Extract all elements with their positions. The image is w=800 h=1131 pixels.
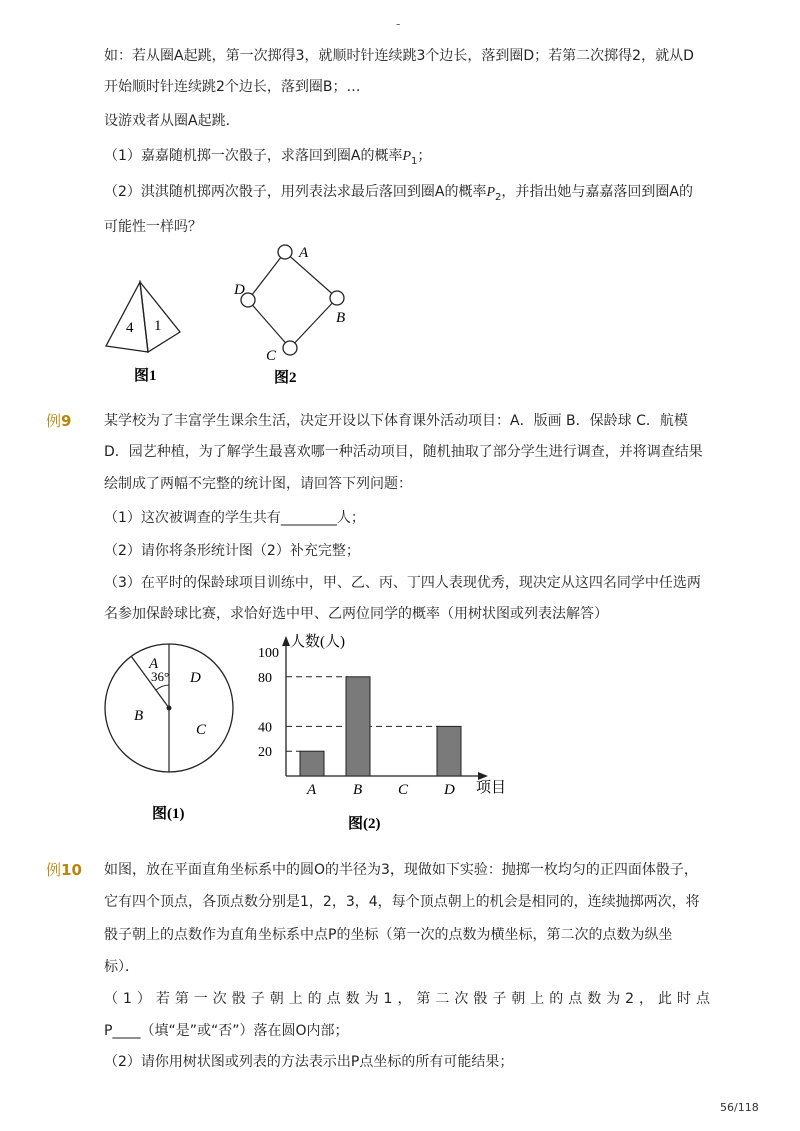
pie-label-D: D [190,670,201,686]
intro-question-2 [104,182,693,208]
q1-sub: 1 [411,155,418,167]
bar-chart [250,630,520,840]
figure-1-caption: 图1 [134,368,157,384]
ex9-question-3-line-2: 名参加保龄球比赛，求恰好选中甲、乙两位同学的概率（用树状图或列表法解答） [104,606,608,622]
label-D: D [234,282,245,298]
edge-BC [290,298,337,348]
circle-C [283,341,297,355]
ex9-line-2: D．园艺种植，为了解学生最喜欢哪一种活动项目，随机抽取了部分学生进行调查，并将调查结果 [104,444,703,460]
intro-question-2-line-2: 可能性一样吗？ [104,219,202,235]
y-axis-arrow [282,636,290,646]
intro-line-2: 开始顺时针连续跳2个边长，落到圈B；… [104,79,361,95]
ex10-question-2: （2）请你用树状图或列表的方法表示出P点坐标的所有可能结果； [104,1054,514,1070]
q1-end: ； [417,148,432,164]
intro-line-3: 设游戏者从圈A起跳． [104,113,240,129]
circle-B [330,291,344,305]
pie-caption: 图(1) [152,806,185,822]
angle-arc [156,685,169,690]
category-label-C: C [398,782,409,798]
example-label-text: 例 [46,861,62,879]
pie-angle-label: 36° [151,669,170,684]
circle-A [278,245,292,259]
q1-text: （1）嘉嘉随机掷一次骰子，求落回到圈A的概率 [104,148,403,164]
x-axis-label: 项目 [476,780,507,796]
ex9-question-3-line-1: （3）在平时的保龄球项目训练中，甲、乙、丙、丁四人表现优秀，现决定从这四名同学中任选两 [104,575,701,591]
edge-AD [248,252,285,300]
ex10-line-2: 它有四个顶点，各顶点数分别是1，2，3，4，每个顶点朝上的机会是相同的，连续抛掷两次，将 [104,894,700,910]
ex10-question-1-line-2: P____（填“是”或“否”）落在圆O内部； [104,1023,349,1039]
q2-var: P [486,185,496,200]
edge-AB [285,252,337,298]
tetrahedron-figure [96,276,196,391]
pie-center [167,706,172,711]
ex10-question-1-line-1: （1）若第一次骰子朝上的点数为1，第二次骰子朝上的点数为2，此时点 [104,991,710,1007]
label-C: C [266,348,277,364]
bar-B [346,677,370,776]
pie-label-B: B [134,708,144,724]
category-labels [306,782,455,798]
ex10-line-1: 如图，放在平面直角坐标系中的圆O的半径为3，现做如下实验：抛掷一枚均匀的正四面体骰子， [104,862,698,878]
rhombus-figure [222,236,362,394]
tetra-left-label: 4 [126,320,134,336]
y-tick-label: 100 [258,646,279,661]
label-A: A [299,245,309,261]
category-label-B: B [353,782,363,798]
example-9-label [46,410,71,431]
page-number: 56/118 [720,1101,759,1114]
pie-figure [98,636,248,826]
pie-label-A: A [149,656,159,672]
figure-2-caption: 图2 [274,370,297,386]
y-tick-label: 40 [258,720,272,736]
top-mark: - [396,17,401,31]
q2-sub: 2 [495,191,502,203]
bar-A [300,751,324,776]
example-number: 10 [61,861,82,879]
bar-D [437,726,461,776]
ex10-line-3: 骰子朝上的点数作为直角坐标系中点P的坐标（第一次的点数为横坐标，第二次的点数为纵坐 [104,927,673,943]
pie-label-C: C [196,722,207,738]
example-10-label [46,859,82,880]
label-B: B [336,310,346,326]
ex9-question-1: （1）这次被调查的学生共有________人； [104,510,365,526]
category-label-D: D [444,782,455,798]
edge-DC [248,300,290,348]
y-tick-label: 20 [258,745,272,761]
q2-text: （2）淇淇随机掷两次骰子，用列表法求最后落回到圈A的概率 [104,184,487,200]
q2-end: ，并指出她与嘉嘉落回到圈A的 [501,184,693,200]
tetra-right-label: 1 [154,318,162,334]
example-label-text: 例 [46,412,62,430]
q1-var: P [402,149,412,164]
tetra-right-face [140,282,180,352]
intro-line-1: 如：若从圈A起跳，第一次掷得3，就顺时针连续跳3个边长，落到圈D；若第二次掷得2，就从D [104,48,694,64]
bar-caption: 图(2) [348,816,381,832]
y-axis-label: 人数(人) [290,634,345,650]
example-number: 9 [61,412,72,430]
x-axis-arrow [478,772,488,780]
ex9-line-1: 某学校为了丰富学生课余生活，决定开设以下体育课外活动项目：A．版画 B．保龄球 C．航模 [104,413,688,429]
ex10-line-4: 标）． [104,959,139,975]
ex9-question-2: （2）请你将条形统计图（2）补充完整； [104,543,360,559]
category-label-A: A [307,782,317,798]
intro-question-1 [104,146,431,172]
ex9-line-3: 绘制成了两幅不完整的统计图，请回答下列问题： [104,476,412,492]
y-tick-label: 80 [258,670,272,686]
